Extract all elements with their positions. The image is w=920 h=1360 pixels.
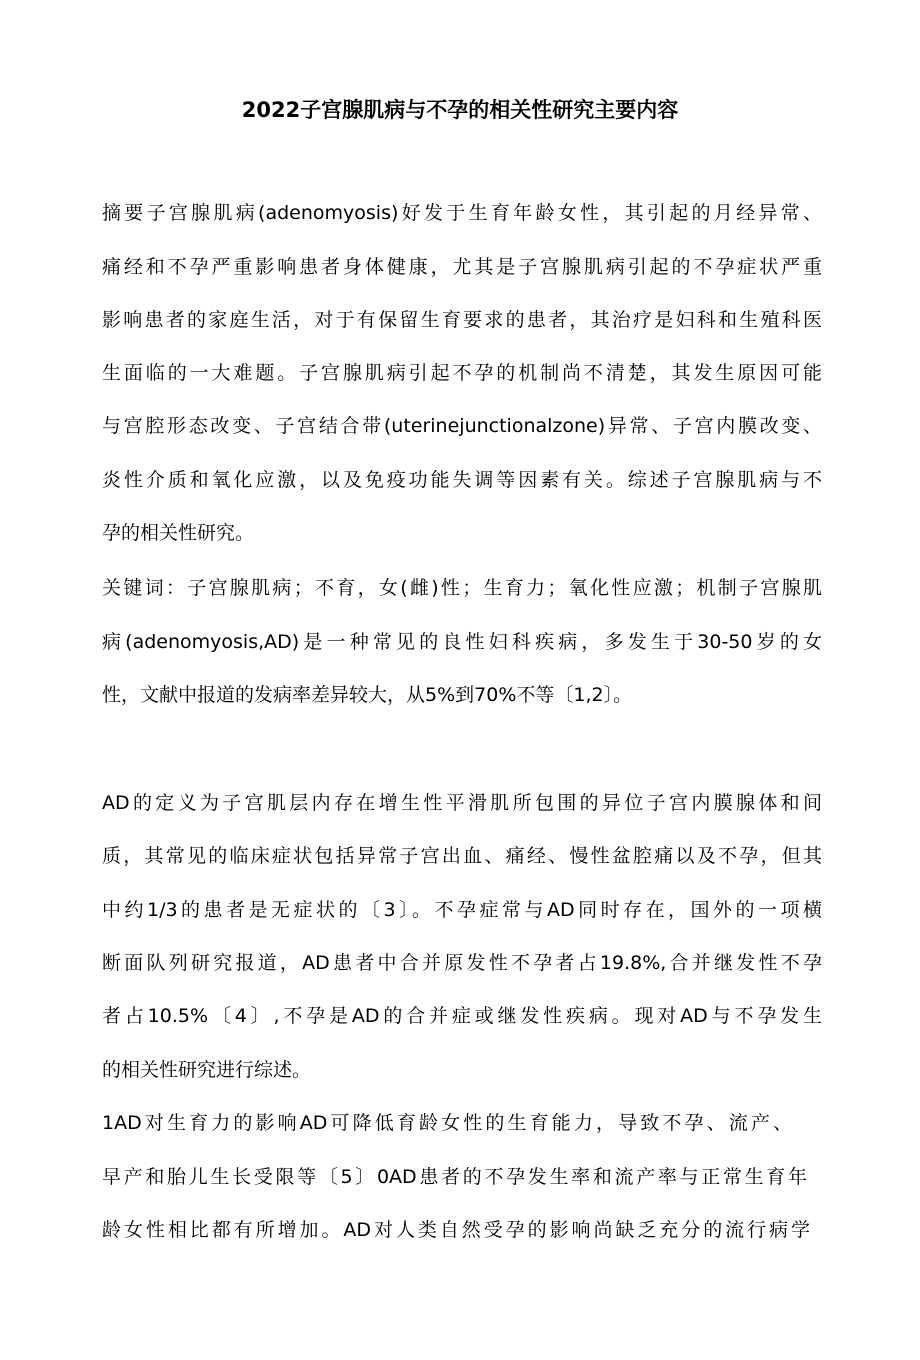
paragraph-line: 的相关性研究进行综述。 bbox=[102, 1059, 312, 1081]
paragraph-line: 孕的相关性研究。 bbox=[102, 522, 255, 544]
paragraph-line: 早产和胎儿生长受限等〔5〕0AD患者的不孕发生率和流产率与正常生育年 bbox=[102, 1166, 807, 1188]
paragraph-line: 断面队列研究报道，AD患者中合并原发性不孕者占19.8%,合并继发性不孕 bbox=[102, 952, 822, 974]
section-heading-line: 1AD对生育力的影响AD可降低育龄女性的生育能力，导致不孕、流产、 bbox=[102, 1112, 792, 1134]
paragraph-line: 性，文献中报道的发病率差异较大，从5%到70%不等〔1,2〕。 bbox=[102, 684, 633, 706]
paragraph-line: 摘要子宫腺肌病(adenomyosis)好发于生育年龄女性，其引起的月经异常、 bbox=[102, 202, 822, 224]
keywords-line: 关键词：子宫腺肌病；不育，女(雌)性；生育力；氧化性应激；机制子宫腺肌 bbox=[102, 577, 822, 599]
paragraph-line: 质，其常见的临床症状包括异常子宫出血、痛经、慢性盆腔痛以及不孕，但其 bbox=[102, 845, 822, 867]
paragraph-line: 与宫腔形态改变、子宫结合带(uterinejunctionalzone)异常、子宫内膜改变、 bbox=[102, 415, 822, 437]
paragraph-line: 影响患者的家庭生活，对于有保留生育要求的患者，其治疗是妇科和生殖科医 bbox=[102, 309, 822, 331]
paragraph-line: 痛经和不孕严重影响患者身体健康，尤其是子宫腺肌病引起的不孕症状严重 bbox=[102, 256, 822, 278]
document-title: 2022子宫腺肌病与不孕的相关性研究主要内容 bbox=[241, 98, 679, 122]
paragraph-line: 中约1/3的患者是无症状的〔3〕。不孕症常与AD同时存在，国外的一项横 bbox=[102, 899, 822, 921]
paragraph-line: 生面临的一大难题。子宫腺肌病引起不孕的机制尚不清楚，其发生原因可能 bbox=[102, 362, 822, 384]
paragraph-line: 病(adenomyosis,AD)是一种常见的良性妇科疾病，多发生于30-50岁的女 bbox=[102, 631, 822, 653]
paragraph-line: 者占10.5%〔4〕,不孕是AD的合并症或继发性疾病。现对AD与不孕发生 bbox=[102, 1005, 822, 1027]
paragraph-line: 炎性介质和氧化应激，以及免疫功能失调等因素有关。综述子宫腺肌病与不 bbox=[102, 469, 822, 491]
paragraph-line: AD的定义为子宫肌层内存在增生性平滑肌所包围的异位子宫内膜腺体和间 bbox=[102, 792, 822, 814]
paragraph-line: 龄女性相比都有所增加。AD对人类自然受孕的影响尚缺乏充分的流行病学 bbox=[102, 1219, 810, 1241]
